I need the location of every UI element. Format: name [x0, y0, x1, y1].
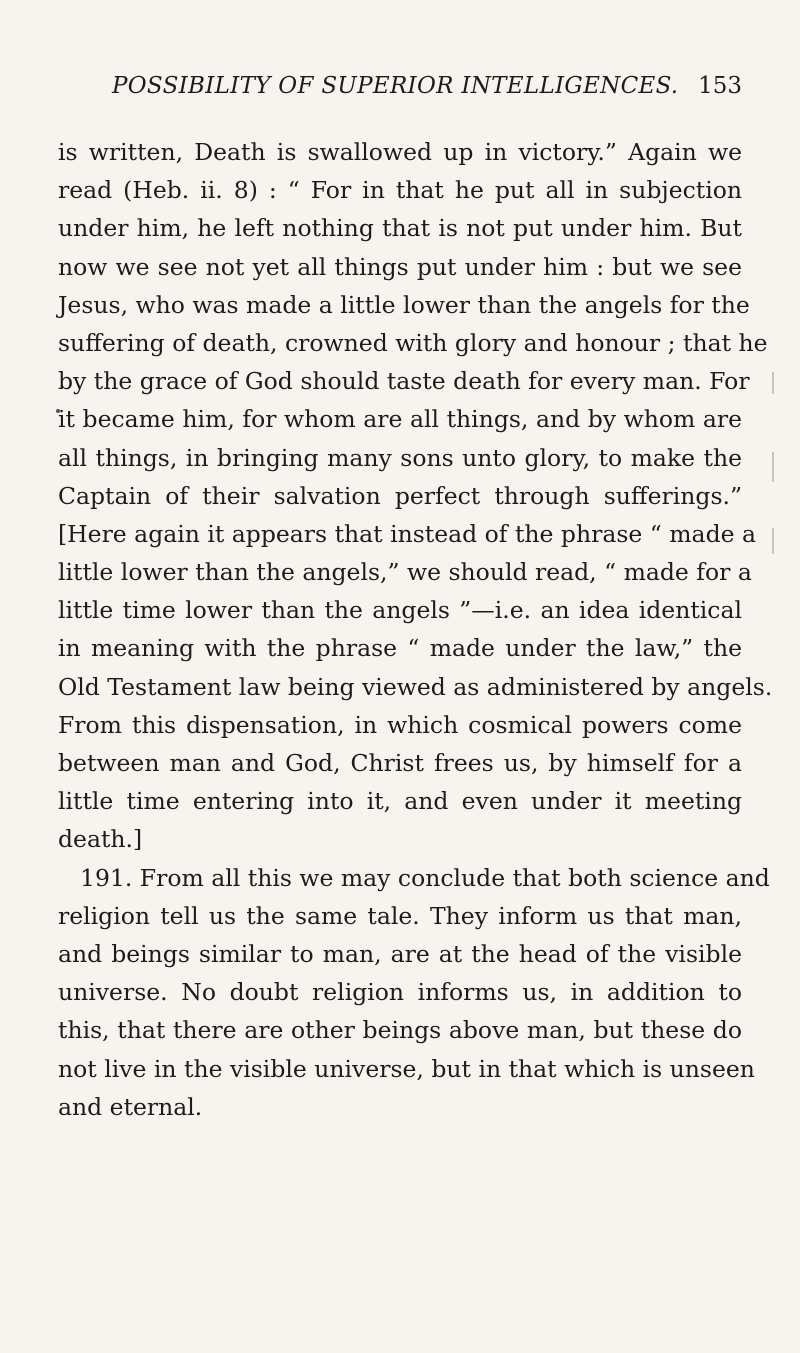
text-line: Captain of their salvation perfect through sufferings.”	[58, 481, 742, 510]
text-line: between man and God, Christ frees us, by himself for a	[58, 749, 742, 777]
text-line: and eternal.	[58, 1092, 203, 1121]
margin-smudge	[772, 452, 774, 482]
text-line: not live in the visible universe, but in that which is unseen	[58, 1054, 755, 1083]
running-head	[112, 73, 742, 113]
margin-smudge	[772, 372, 774, 394]
text-line: under him, he left nothing that is not put under him. But	[58, 214, 742, 243]
page-number: 153	[698, 73, 742, 99]
body-text	[58, 133, 773, 1126]
text-line: is written, Death is swallowed up in victory.” Again we	[58, 138, 742, 166]
text-line: universe. No doubt religion informs us, in addition to	[58, 978, 742, 1007]
text-line: death.]	[58, 825, 143, 854]
text-line: all things, in bringing many sons unto glory, to make the	[58, 443, 742, 472]
running-head-title: POSSIBILITY OF SUPERIOR INTELLIGENCES.	[112, 73, 679, 99]
text-line: 191. From all this we may conclude that both science and	[80, 863, 770, 892]
text-line: in meaning with the phrase “ made under the law,” the	[58, 634, 742, 663]
text-line: Jesus, who was made a little lower than the angels for the	[58, 290, 750, 319]
text-line: this, that there are other beings above man, but these do	[58, 1016, 742, 1045]
text-line: and beings similar to man, are at the head of the visible	[58, 939, 742, 968]
margin-smudge	[772, 528, 774, 554]
text-line: by the grace of God should taste death for every man. For	[58, 367, 750, 396]
text-line: From this dispensation, in which cosmical powers come	[58, 710, 742, 739]
text-line: religion tell us the same tale. They inform us that man,	[58, 901, 742, 930]
text-line: little time entering into it, and even under it meeting	[58, 787, 742, 816]
text-line: little lower than the angels,” we should read, “ made for a	[58, 558, 752, 587]
text-line: [Here again it appears that instead of the phrase “ made a	[58, 519, 757, 548]
text-line: suffering of death, crowned with glory and honour ; that he	[58, 328, 768, 357]
text-line: read (Heb. ii. 8) : “ For in that he put all in subjection	[58, 176, 742, 205]
text-line: now we see not yet all things put under him : but we see	[58, 252, 742, 281]
text-line: little time lower than the angels ”—i.e. an idea identical	[58, 596, 742, 625]
text-line: it became him, for whom are all things, and by whom are	[58, 405, 742, 434]
text-line: Old Testament law being viewed as administered by angels.	[58, 672, 773, 701]
